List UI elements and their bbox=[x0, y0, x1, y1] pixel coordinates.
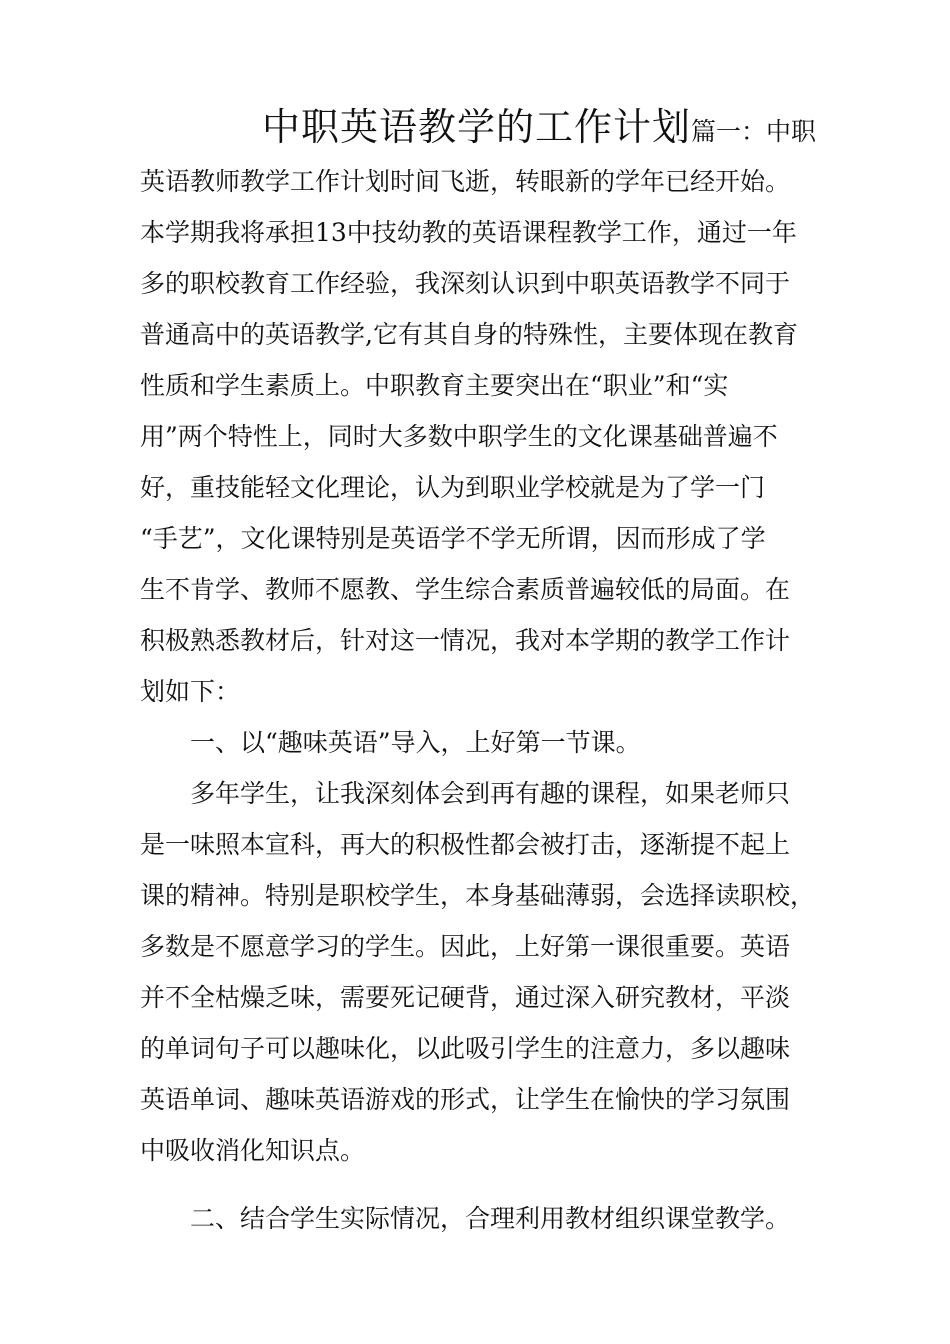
paragraph-line: 本学期我将承担13中技幼教的英语课程教学工作，通过一年 bbox=[140, 218, 797, 247]
document-title: 中职英语教学的工作计划 bbox=[262, 105, 692, 149]
paragraph-line: 课的精神。特别是职校学生，本身基础薄弱，会选择读职校， bbox=[140, 881, 816, 910]
title-line bbox=[262, 96, 822, 156]
paragraph-line: 多的职校教育工作经验，我深刻认识到中职英语教学不同于 bbox=[140, 269, 791, 298]
paragraph-line: 英语单词、趣味英语游戏的形式，让学生在愉快的学习氛围 bbox=[140, 1085, 791, 1114]
paragraph-line: 生不肯学、教师不愿教、学生综合素质普遍较低的局面。在 bbox=[140, 575, 791, 604]
document-body bbox=[140, 156, 820, 1244]
paragraph-spacing bbox=[140, 1176, 820, 1193]
paragraph-line: 并不全枯燥乏味，需要死记硬背，通过深入研究教材，平淡 bbox=[140, 983, 791, 1012]
paragraph-line: 性质和学生素质上。中职教育主要突出在“职业”和“实 bbox=[140, 371, 729, 400]
paragraph-line: 积极熟悉教材后，针对这一情况，我对本学期的教学工作计 bbox=[140, 626, 791, 655]
title-tail-text: 篇一：中职 bbox=[691, 117, 817, 146]
paragraph-line: 的单词句子可以趣味化，以此吸引学生的注意力，多以趣味 bbox=[140, 1034, 791, 1063]
paragraph-line: 多年学生，让我深刻体会到再有趣的课程，如果老师只 bbox=[190, 779, 791, 808]
paragraph-line: 中吸收消化知识点。 bbox=[140, 1136, 366, 1165]
paragraph-line: 好，重技能轻文化理论，认为到职业学校就是为了学一门 bbox=[140, 473, 766, 502]
paragraph-line: 用”两个特性上，同时大多数中职学生的文化课基础普遍不 bbox=[140, 422, 778, 451]
paragraph-line: 英语教师教学工作计划时间飞逝，转眼新的学年已经开始。 bbox=[140, 167, 791, 196]
paragraph-line: 多数是不愿意学习的学生。因此，上好第一课很重要。英语 bbox=[140, 932, 791, 961]
paragraph-line: 划如下： bbox=[140, 677, 241, 706]
section-heading-1: 一、以“趣味英语”导入，上好第一节课。 bbox=[190, 728, 641, 757]
paragraph-line: 普通高中的英语教学,它有其自身的特殊性，主要体现在教育 bbox=[140, 320, 798, 349]
section-heading-2: 二、结合学生实际情况，合理利用教材组织课堂教学。 bbox=[190, 1204, 791, 1233]
paragraph-line: “手艺”，文化课特别是英语学不学无所谓，因而形成了学 bbox=[140, 524, 766, 553]
paragraph-line: 是一味照本宣科，再大的积极性都会被打击，逐渐提不起上 bbox=[140, 830, 791, 859]
